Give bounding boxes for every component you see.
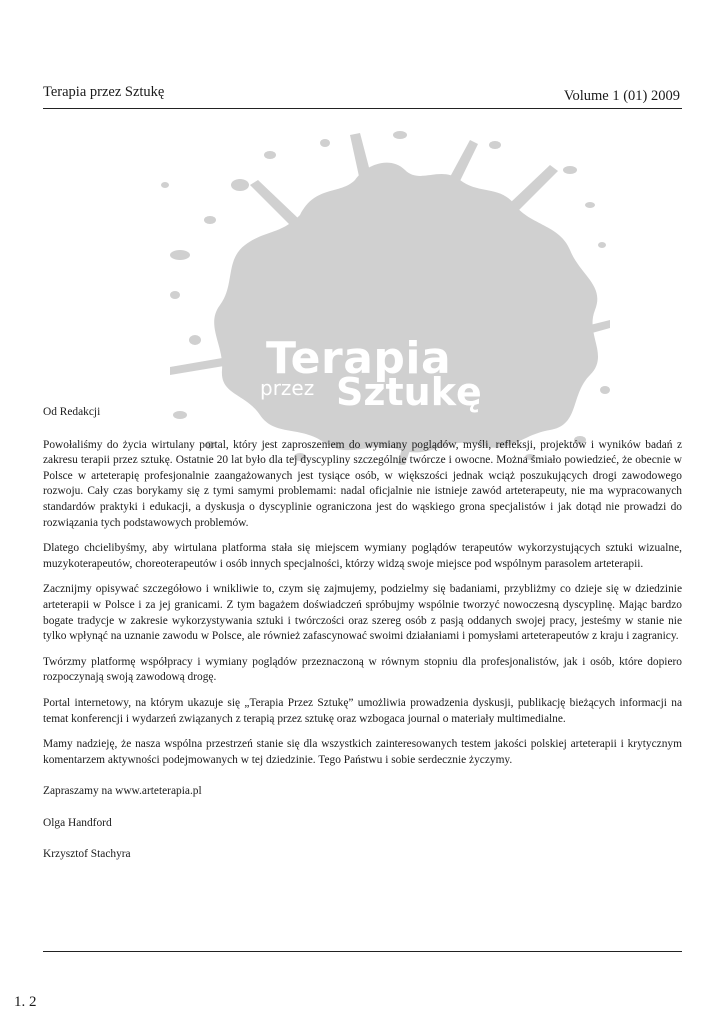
signature: Olga Handford — [43, 816, 112, 829]
article-body — [43, 405, 682, 873]
paragraph: Portal internetowy, na którym ukazuje się „Terapia Przez Sztukę” umożliwia prowadzenia dyskusji, publikację bieżących informacji na temat konferencji i wydarzeń związanych z terapią przez sztukę oraz wzbogaca journal o materiały multimedialne. — [43, 696, 682, 725]
paragraph: Twórzmy platformę współpracy i wymiany poglądów przeznaczoną w równym stopniu dla profesjonalistów, jak i osób, które dopiero rozpoczynają swoją zawodową drogę. — [43, 655, 682, 684]
paragraph: Mamy nadzieję, że nasza wspólna przestrzeń stanie się dla wszystkich zainteresowanych testem jakości polskiej arteterapii i krytycznym komentarzem aktywności podejmowanych w tej dziedzinie. Tego Państwu i sobie serdecznie życzymy. — [43, 738, 682, 766]
header-divider — [43, 108, 682, 109]
page-number: 1. 2 — [14, 994, 37, 1010]
signature: Krzysztof Stachyra — [43, 848, 131, 861]
journal-title: Terapia przez Sztukę — [43, 84, 165, 100]
logo-text-terapia: Terapia — [266, 333, 452, 384]
logo-text-przez: przez — [260, 376, 315, 400]
volume-info: Volume 1 (01) 2009 — [563, 88, 680, 104]
footer-divider — [43, 951, 682, 952]
logo-text-sztuke: Sztukę — [336, 370, 482, 414]
section-title: Od Redakcji — [43, 406, 101, 418]
paragraph: Dlatego chcielibyśmy, aby wirtulana platforma stała się miejscem wymiany poglądów terapeutów wykorzystujących sztuki wizualne, muzykoterapeutów, choreoterapeutów i osób innych specjalności, którzy widzą swoje miejsce pod wspólnym parasolem arteterapii. — [43, 542, 682, 570]
paragraph: Powołaliśmy do życia wirtulany portal, który jest zaproszeniem do wymiany poglądów, myśli, refleksji, projektów i wyników badań z zakresu terapii przez sztukę. Ostatnie 20 lat było dla tej dyscypliny szczególnie twórcze i owocne. Można śmiało powiedzieć, że obecnie w Polsce w arteterapię profesjonalnie zaangażowanych jest tysiące osób, w większości jednak wciąż poszukujących drogi zawodowego rozwoju. Cały czas borykamy się z tymi samymi problemami: nadal oficjalnie nie istnieje zawód arteterapeuty, nie ma wypracowanych standardów praktyki i edukacji, a dyskusja o dyscyplinie ograniczona jest do wąskiego grona specjalistów i jak dotąd nie prowadzi do rozwiązania tych podstawowych problemów. — [43, 438, 682, 529]
paragraph: Zacznijmy opisywać szczegółowo i wnikliwie to, czym się zajmujemy, podzielmy się badaniami, przybliżmy co dzieje się w dziedzinie arteterapii w Polsce i za jej granicami. Z tym bagażem doświadczeń spróbujmy wspólnie tworzyć nowoczesną dyscyplinę. Mając bardzo bogate tradycje w zakresie wykorzystywania sztuki i twórczości oraz szereg osób z pasją oddanych swojej pracy, jesteśmy w stanie nie tylko wpłynąć na uznanie zawodu w Polsce, ale również zafascynować swoimi działaniami i pomysłami arteterapeutów z kraju i zagranicy. — [43, 583, 682, 643]
invitation-text: Zapraszamy na www.arteterapia.pl — [43, 785, 202, 798]
